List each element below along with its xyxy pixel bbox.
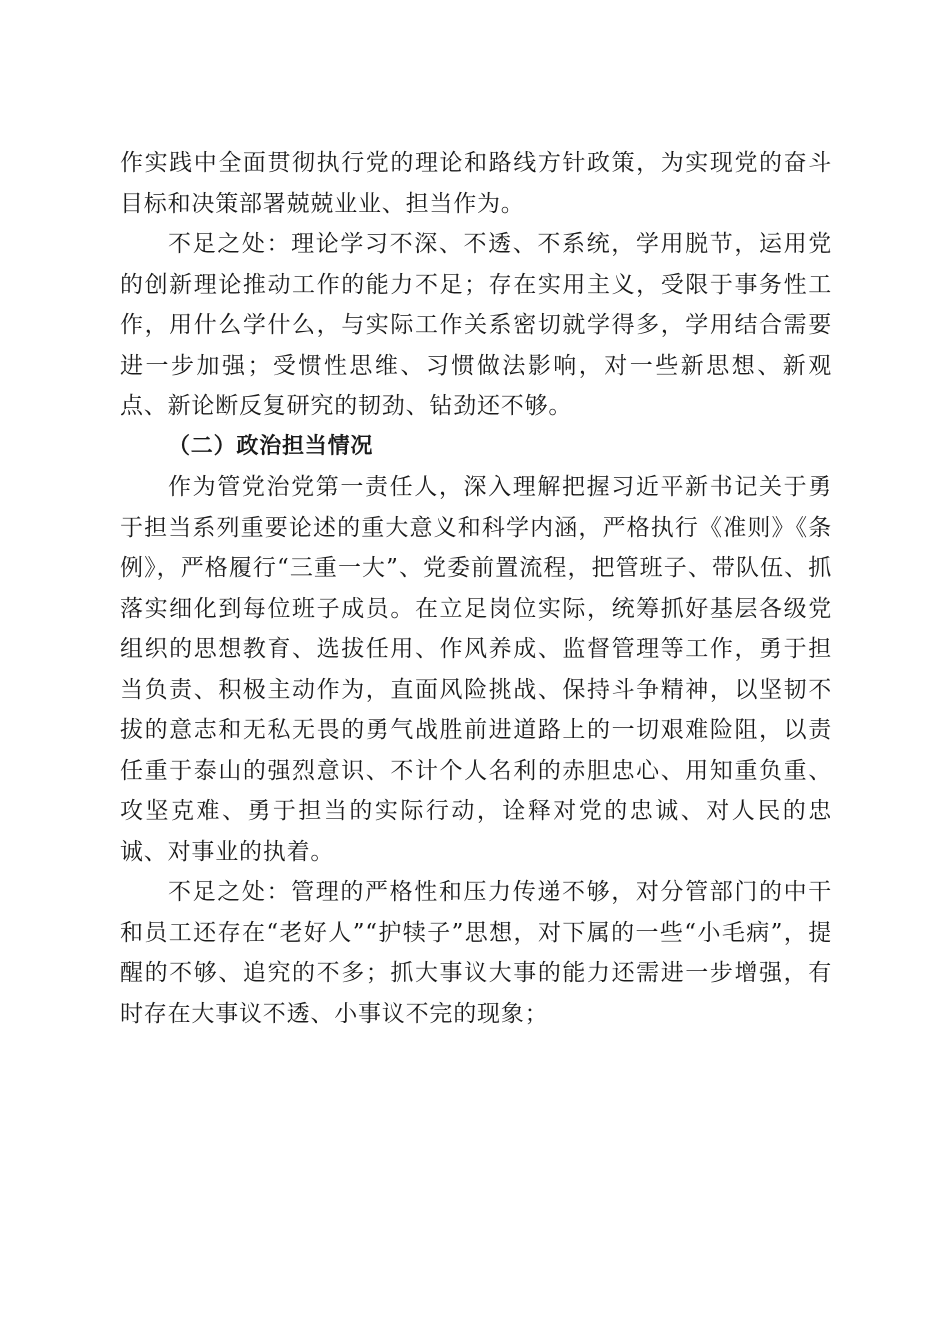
paragraph-political-responsibility: 作为管党治党第一责任人，深入理解把握习近平新书记关于勇于担当系列重要论述的重大意义和科学内涵，严格执行《准则》《条例》，严格履行“三重一大”、党委前置流程，把管班子、带队伍、抓落实细化到每位班子成员。在立足岗位实际，统筹抓好基层各级党组织的思想教育、选拔任用、作风养成、监督管理等工作，勇于担当负责、积极主动作为，直面风险挑战、保持斗争精神，以坚韧不拔的意志和无私无畏的勇气战胜前进道路上的一切艰难险阻，以责任重于泰山的强烈意识、不计个人名利的赤胆忠心、用知重负重、攻坚克难、勇于担当的实际行动，诠释对党的忠诚、对人民的忠诚、对事业的执着。 [120, 474, 832, 865]
paragraph-theory-shortcomings: 不足之处：理论学习不深、不透、不系统，学用脱节，运用党的创新理论推动工作的能力不足；存在实用主义，受限于事务性工作，用什么学什么，与实际工作关系密切就学得多，学用结合需要进一步加强；受惯性思维、习惯做法影响，对一些新思想、新观点、新论断反复研究的韧劲、钻劲还不够。 [120, 231, 832, 419]
document-body [120, 143, 832, 1034]
paragraph-management-shortcomings: 不足之处：管理的严格性和压力传递不够，对分管部门的中干和员工还存在“老好人”“护犊子”思想，对下属的一些“小毛病”，提醒的不够、追究的不多；抓大事议大事的能力还需进一步增强，有时存在大事议不透、小事议不完的现象； [120, 879, 832, 1027]
section-heading-political-responsibility: （二）政治担当情况 [168, 433, 374, 459]
paragraph-continuation: 作实践中全面贯彻执行党的理论和路线方针政策，为实现党的奋斗目标和决策部署兢兢业业、担当作为。 [120, 150, 832, 217]
